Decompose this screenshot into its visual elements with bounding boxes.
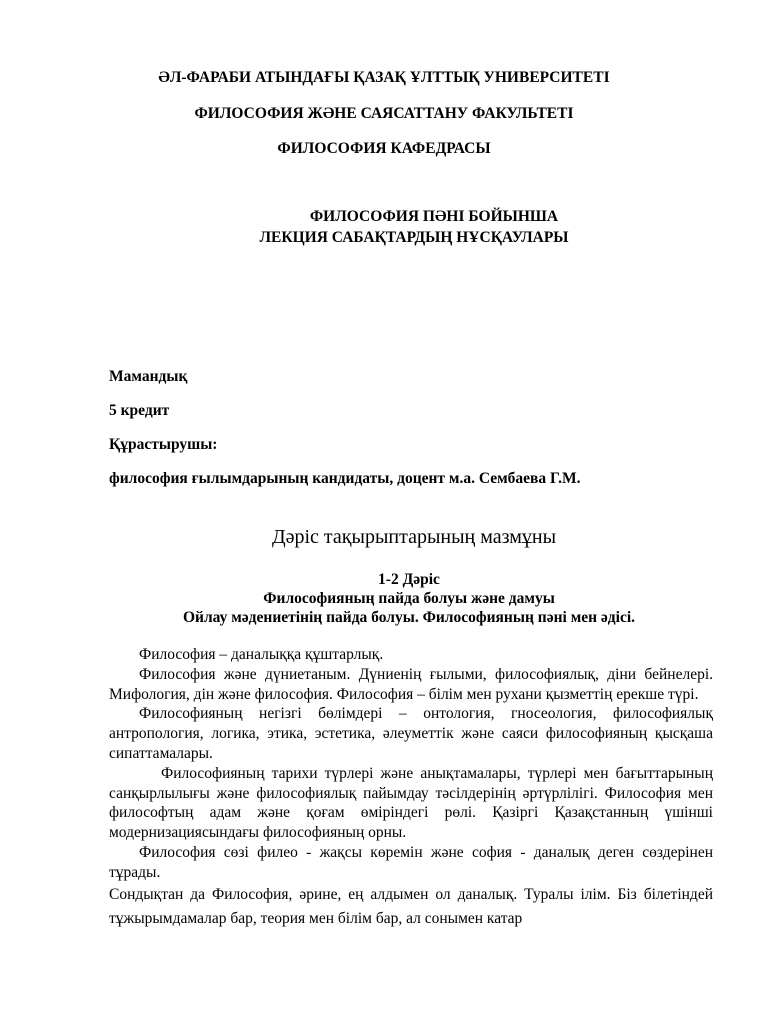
body-paragraph: Сондықтан да Философия, әрине, ең алдымен ол даналық. Туралы ілім. Біз білетіндей тұжырымдамалар бар, теория мен білім бар, ал сонымен катар (109, 885, 713, 927)
body-paragraph: Философияның тарихи түрлері және анықтамалары, түрлері мен бағыттарының санқырлылығы және философиялық пайымдау тәсілдерінің әртүрлілігі. Философия мен философтың адам және қоғам өміріндегі рөлі. Қазіргі Қазақстанның үшінші модернизациясындағы философияның орны. (109, 764, 713, 842)
lecture-body (109, 645, 713, 931)
body-paragraph: Философия – даналыққа құштарлық. (139, 646, 384, 663)
contents-title: Дәріс тақырыптарының мазмұны (271, 526, 557, 548)
lecture-title-line1: Философияның пайда болуы және дамуы (263, 590, 555, 607)
body-paragraph: Философия және дүниетаным. Дүниенің ғылыми, философиялық, діни бейнелері. Мифология, дін және философия. Философия – білім мен рухани қызметтің ерекше түрі. (109, 665, 713, 703)
body-paragraph: Философия сөзі филео - жақсы көремін және софия - даналық деген сөздерінен тұрады. (109, 843, 713, 881)
compiler-label: Құрастырушы: (109, 436, 218, 453)
subject-title-line2: ЛЕКЦИЯ САБАҚТАРДЫҢ НҰСҚАУЛАРЫ (259, 229, 569, 246)
credits-label: 5 кредит (109, 402, 170, 419)
body-paragraph: Философияның негізгі бөлімдері – онтология, гносеология, философиялық антропология, логика, этика, эстетика, әлеуметтік және саяси философияның қысқаша сипаттамалары. (109, 705, 713, 762)
lecture-number: 1-2 Дәріс (378, 571, 440, 588)
department-title: ФИЛОСОФИЯ КАФЕДРАСЫ (277, 140, 491, 157)
compiler-name: философия ғылымдарының кандидаты, доцент м.а. Сембаева Г.М. (109, 470, 581, 487)
university-title: ӘЛ-ФАРАБИ АТЫНДАҒЫ ҚАЗАҚ ҰЛТТЫҚ УНИВЕРСИТЕТІ (158, 69, 610, 86)
lecture-title-line2: Ойлау мәдениетінің пайда болуы. Философияның пәні мен әдісі. (182, 609, 636, 626)
subject-title-line1: ФИЛОСОФИЯ ПӘНІ БОЙЫНША (309, 208, 559, 225)
specialty-label: Мамандық (109, 368, 188, 385)
faculty-title: ФИЛОСОФИЯ ЖӘНЕ САЯСАТТАНУ ФАКУЛЬТЕТІ (194, 105, 574, 122)
